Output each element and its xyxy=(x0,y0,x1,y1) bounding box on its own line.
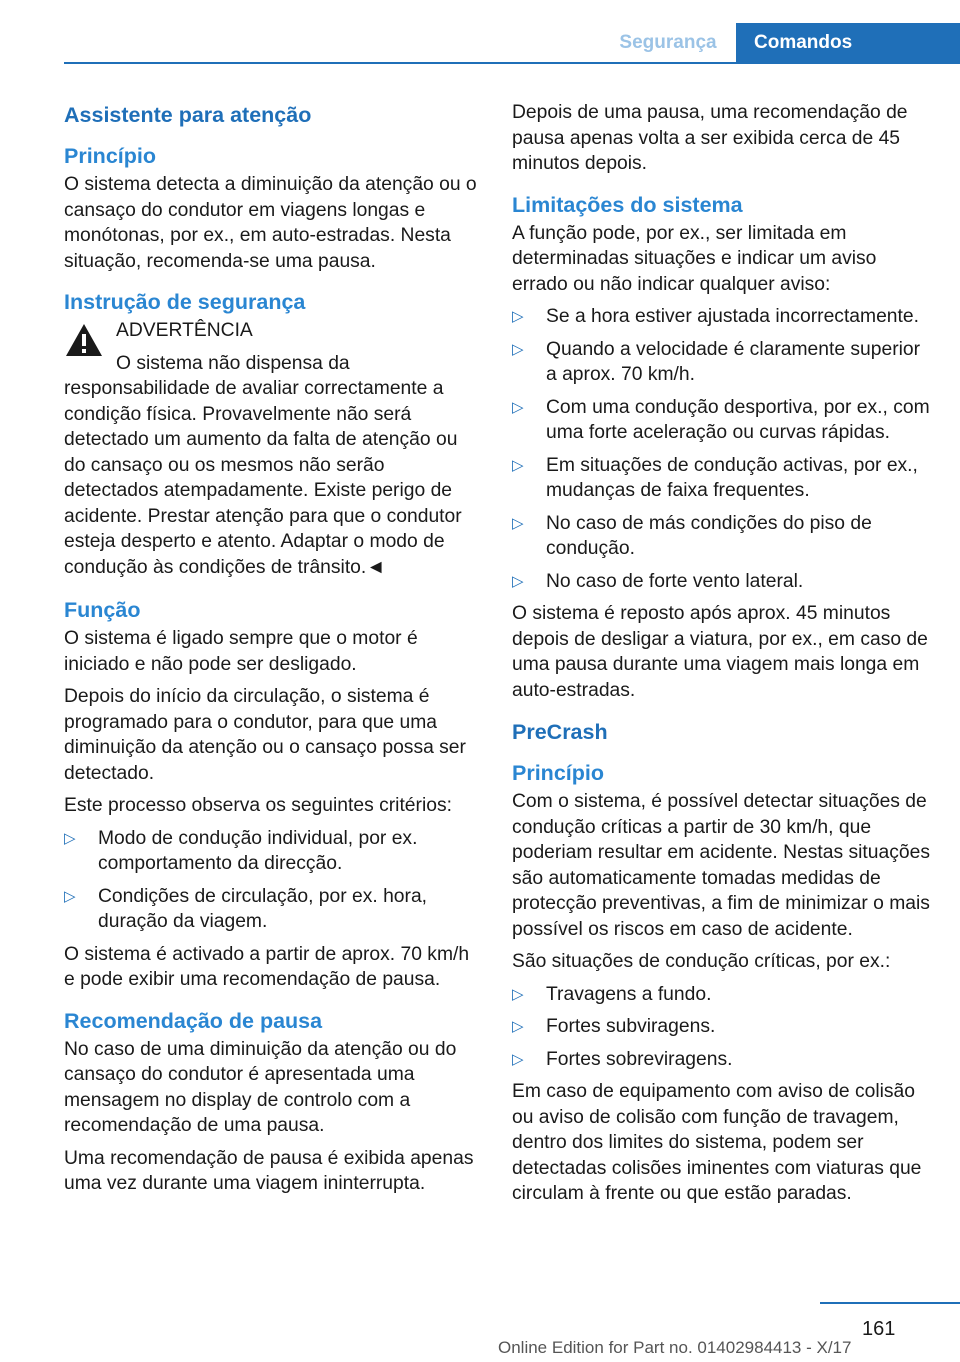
edition-note: Online Edition for Part no. 01402984413 - X/17 xyxy=(498,1338,852,1357)
bullet-triangle-icon: ▷ xyxy=(512,456,524,474)
bullet-triangle-icon: ▷ xyxy=(512,308,524,325)
list-item: ▷ Condições de circulação, por ex. hora, duração da viagem. xyxy=(64,885,428,932)
right-column xyxy=(512,100,930,1214)
bullet-triangle-icon: ▷ xyxy=(512,985,524,1003)
list-item: ▷ Fortes subviragens. xyxy=(512,1014,930,1040)
function-paragraph-3: Este processo observa os seguintes critérios: xyxy=(64,795,452,816)
bullet-triangle-icon: ▷ xyxy=(512,398,524,416)
list-item: ▷ Se a hora estiver ajustada incorrectamente. xyxy=(512,304,930,330)
list-item: ▷ Em situações de condução activas, por ex., mudanças de faixa frequentes. xyxy=(512,454,918,501)
pause-paragraph-2: Uma recomendação de pausa é exibida apenas uma vez durante uma viagem ininterrupta. xyxy=(64,1147,474,1194)
warning-text xyxy=(64,351,480,581)
list-item: ▷ Travagens a fundo. xyxy=(512,982,930,1008)
safety-heading: Instrução de segurança xyxy=(64,290,306,314)
list-item: ▷ Modo de condução individual, por ex. comportamento da direcção. xyxy=(64,827,418,874)
bullet-triangle-icon: ▷ xyxy=(64,829,76,847)
function-paragraph-1: O sistema é ligado sempre que o motor é iniciado e não pode ser desligado. xyxy=(64,628,418,675)
list-item: ▷ No caso de forte vento lateral. xyxy=(512,569,930,595)
header-chapter-tab: Comandos xyxy=(736,23,960,62)
bullet-triangle-icon: ▷ xyxy=(512,1050,524,1068)
principle-heading: Princípio xyxy=(64,144,156,168)
bullet-triangle-icon: ▷ xyxy=(512,514,524,532)
section-title-precrash: PreCrash xyxy=(512,720,608,744)
warning-text-body: O sistema não dispensa da responsabilidade de avaliar correctamente a condição física. Provavelmente não será detectado um aumento da falta de atenção ou do cansaço ou os mesmos não serão detectados atempadamente. Existe perigo de acidente. Prestar atenção para que o condutor esteja desperto e atento. Adaptar o modo de condução às condições de trânsito.◄ xyxy=(64,352,462,578)
left-column xyxy=(64,100,480,1204)
principle-text: O sistema detecta a diminuição da atenção ou o cansaço do condutor em viagens longas e monótonas, por ex., em auto-estradas. Nesta situação, recomenda-se uma pausa. xyxy=(64,174,477,272)
precrash-principle-heading: Princípio xyxy=(512,761,604,785)
limits-intro: A função pode, por ex., ser limitada em determinadas situações e indicar um aviso errado ou não indicar qualquer aviso: xyxy=(512,222,877,295)
header-rule xyxy=(64,62,960,64)
critical-situations-list xyxy=(512,982,930,1073)
warning-triangle-icon xyxy=(64,322,104,358)
precrash-paragraph-3: Em caso de equipamento com aviso de colisão ou aviso de colisão com função de travagem, dentro dos limites do sistema, podem ser detectadas colisões iminentes com viaturas que circulam à frente ou que estão paradas. xyxy=(512,1081,922,1204)
pause-paragraph-3: Depois de uma pausa, uma recomendação de pausa apenas volta a ser exibida cerca de 45 minutos depois. xyxy=(512,102,908,174)
precrash-paragraph-2: São situações de condução críticas, por ex.: xyxy=(512,951,891,972)
limits-heading: Limitações do sistema xyxy=(512,192,743,217)
bullet-triangle-icon: ▷ xyxy=(512,340,524,358)
limits-list xyxy=(512,304,930,594)
list-item: ▷ Com uma condução desportiva, por ex., com uma forte aceleração ou curvas rápidas. xyxy=(512,396,930,443)
list-item: ▷ Fortes sobreviragens. xyxy=(512,1047,930,1073)
list-item: ▷ Quando a velocidade é claramente superior a aprox. 70 km/h. xyxy=(512,338,921,385)
bullet-triangle-icon: ▷ xyxy=(64,887,76,905)
bullet-triangle-icon: ▷ xyxy=(512,572,524,590)
pause-heading: Recomendação de pausa xyxy=(64,1008,323,1033)
function-paragraph-2: Depois do início da circulação, o sistema é programado para o condutor, para que uma diminuição da atenção ou o cansaço possa ser detectado. xyxy=(64,686,466,784)
warning-box xyxy=(64,318,480,580)
criteria-list xyxy=(64,826,480,935)
header-section-tab: Segurança xyxy=(619,31,717,53)
section-title-attention-assistant: Assistente para atenção xyxy=(64,103,312,127)
footer-rule xyxy=(820,1302,960,1304)
list-item: ▷ No caso de más condições do piso de condução. xyxy=(512,512,872,559)
page-number: 161 xyxy=(862,1318,896,1340)
function-heading: Função xyxy=(64,598,141,622)
warning-title: ADVERTÊNCIA xyxy=(116,320,253,341)
limits-outro: O sistema é reposto após aprox. 45 minutos depois de desligar a viatura, por ex., em caso de uma pausa durante uma viagem mais longa em auto-estradas. xyxy=(512,603,928,701)
function-paragraph-4: O sistema é activado a partir de aprox. 70 km/h e pode exibir uma recomendação de pausa. xyxy=(64,943,470,990)
precrash-paragraph-1: Com o sistema, é possível detectar situações de condução críticas a partir de 30 km/h, que poderiam resultar em acidente. Nestas situações são automaticamente tomadas medidas de protecção preventivas, a fim de minimizar o mais possível os riscos em caso de acidente. xyxy=(512,791,930,940)
pause-paragraph-1: No caso de uma diminuição da atenção ou do cansaço do condutor é apresentada uma mensagem no display de controlo com a recomendação de uma pausa. xyxy=(64,1038,457,1136)
bullet-triangle-icon: ▷ xyxy=(512,1018,524,1035)
